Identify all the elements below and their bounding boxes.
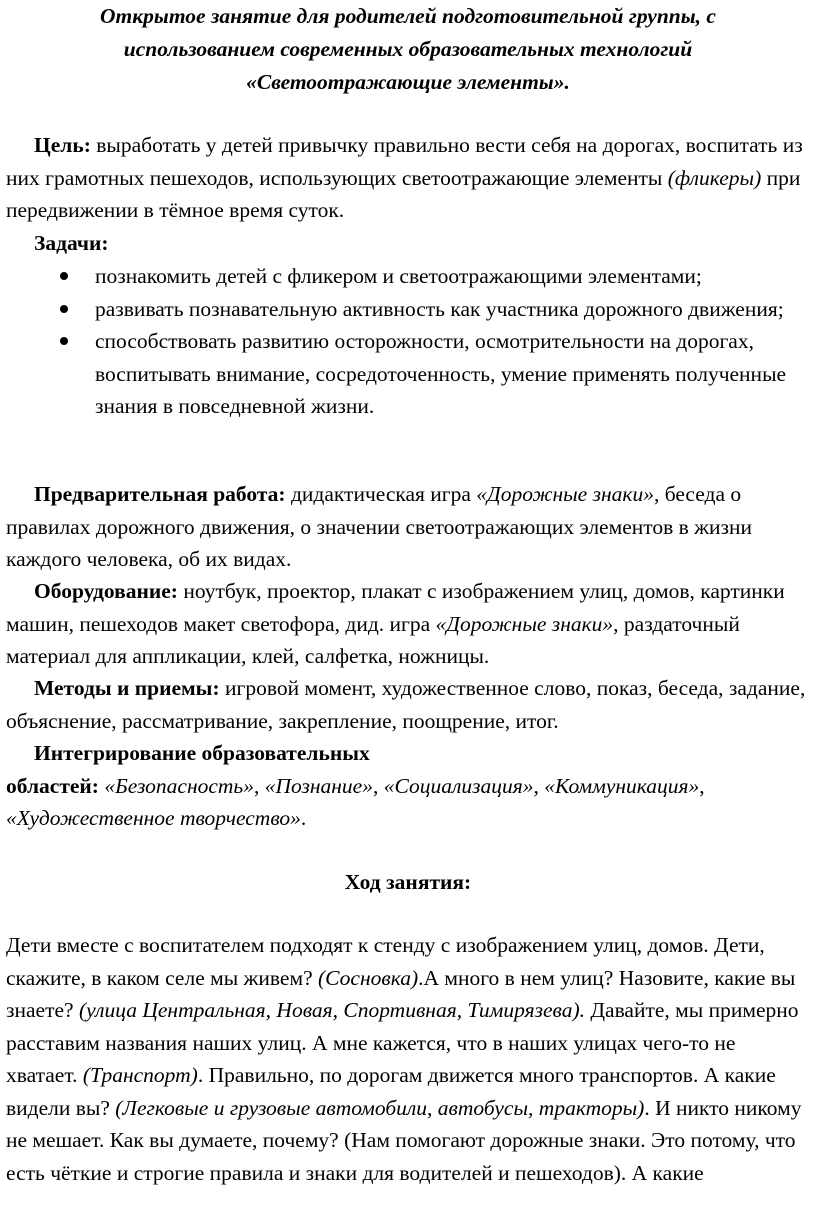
- list-item: [0, 325, 800, 423]
- tasks-label: Задачи:: [34, 231, 109, 255]
- list-item: [0, 293, 800, 326]
- task-text: способствовать развитию осторожности, осмотрительности на дорогах, воспитывать внимание, сосредоточенность, умение применять полученные знания в повседневной жизни.: [95, 329, 787, 418]
- course-italic: (Транспорт): [82, 1063, 198, 1087]
- course-text: Дети вместе с воспитателем подходят к стенду с изображением улиц, домов. Дети, скажите, в каком селе мы живем?: [6, 933, 765, 990]
- course-paragraph: [6, 929, 806, 1189]
- integration-label-line1: Интегрирование образовательных: [34, 741, 370, 765]
- tasks-list: [0, 260, 800, 423]
- goal-text-a: выработать у детей привычку правильно вести себя на дорогах, воспитать из них грамотных пешеходов, использующих светоотражающие элементы: [6, 133, 803, 190]
- bullet-icon: [60, 272, 68, 280]
- area-item: «Социализация»: [383, 773, 534, 798]
- course-text: Давайте, мы примерно расставим названия наших улиц. А мне кажется, что в наших улицах чего-то не хватает.: [6, 998, 799, 1087]
- separator: ,: [372, 773, 384, 798]
- separator: ,: [699, 773, 705, 798]
- course-text: .А много в нем улиц? Назовите, какие вы знаете?: [6, 965, 796, 1022]
- course-text: . И никто никому не мешает. Как вы думаете, почему? (Нам помогают дорожные знаки. Это потому, что есть чёткие и строгие правила и знаки для водителей и пешеходов). А какие: [6, 1095, 802, 1185]
- methods-paragraph: [6, 672, 806, 737]
- goal-text-b: при передвижении в тёмное время суток.: [6, 165, 801, 222]
- area-item: «Познание»: [264, 773, 373, 798]
- goal-label: Цель:: [34, 133, 91, 157]
- title-line-3: «Светоотражающие элементы».: [246, 70, 570, 94]
- course-italic: (Сосновка): [318, 965, 419, 990]
- goal-paragraph: [6, 129, 806, 227]
- bullet-icon: [60, 305, 68, 313]
- tasks-heading: [6, 227, 806, 260]
- prework-text-italic: «Дорожные знаки»: [476, 482, 654, 506]
- course-text: . Правильно, по дорогам движется много транспортов. А какие видели вы?: [6, 1063, 776, 1120]
- prework-text-a: дидактическая игра: [285, 482, 477, 506]
- prework-text-b: , беседа о правилах дорожного движения, о значении светоотражающих элементов в жизни каждого человека, об их видах.: [6, 482, 753, 571]
- prework-label: Предварительная работа:: [34, 482, 286, 506]
- prework-paragraph: [6, 478, 806, 576]
- task-text: развивать познавательную активность как участника дорожного движения;: [95, 296, 784, 321]
- course-italic: (улица Центральная, Новая, Спортивная, Тимирязева).: [78, 998, 585, 1022]
- equipment-text-italic: «Дорожные знаки»: [435, 611, 614, 636]
- area-item: «Безопасность»: [104, 773, 254, 798]
- equipment-paragraph: [6, 575, 806, 673]
- equipment-text-a: ноутбук, проектор, плакат с изображением улиц, домов, картинки машин, пешеходов макет светофора, дид. игра: [6, 579, 785, 636]
- course-italic: (Легковые и грузовые автомобили, автобусы, тракторы): [115, 1095, 645, 1120]
- title-line-2: использованием современных образовательных технологий: [123, 37, 693, 61]
- task-text: познакомить детей с фликером и светоотражающими элементами;: [95, 264, 702, 288]
- separator: ,: [533, 773, 545, 798]
- document-title: [40, 0, 776, 99]
- title-line-1: Открытое занятие для родителей подготовительной группы, с: [100, 4, 716, 28]
- separator: ,: [253, 773, 265, 798]
- bullet-icon: [60, 337, 68, 345]
- methods-label: Методы и приемы:: [34, 676, 220, 700]
- list-item: [0, 260, 800, 293]
- course-heading: Ход занятия:: [344, 870, 472, 894]
- area-item: «Коммуникация»: [544, 773, 700, 798]
- equipment-label: Оборудование:: [34, 579, 178, 603]
- area-item: «Художественное творчество»: [6, 806, 301, 830]
- goal-text-italic: (фликеры): [667, 165, 762, 190]
- methods-text: игровой момент, художественное слово, показ, беседа, задание, объяснение, рассматривание, закрепление, поощрение, итог.: [6, 676, 806, 733]
- integration-label-line2: областей:: [6, 773, 99, 798]
- integration-paragraph: [6, 737, 806, 835]
- period: .: [300, 806, 307, 830]
- equipment-text-b: , раздаточный материал для аппликации, клей, салфетка, ножницы.: [6, 611, 740, 668]
